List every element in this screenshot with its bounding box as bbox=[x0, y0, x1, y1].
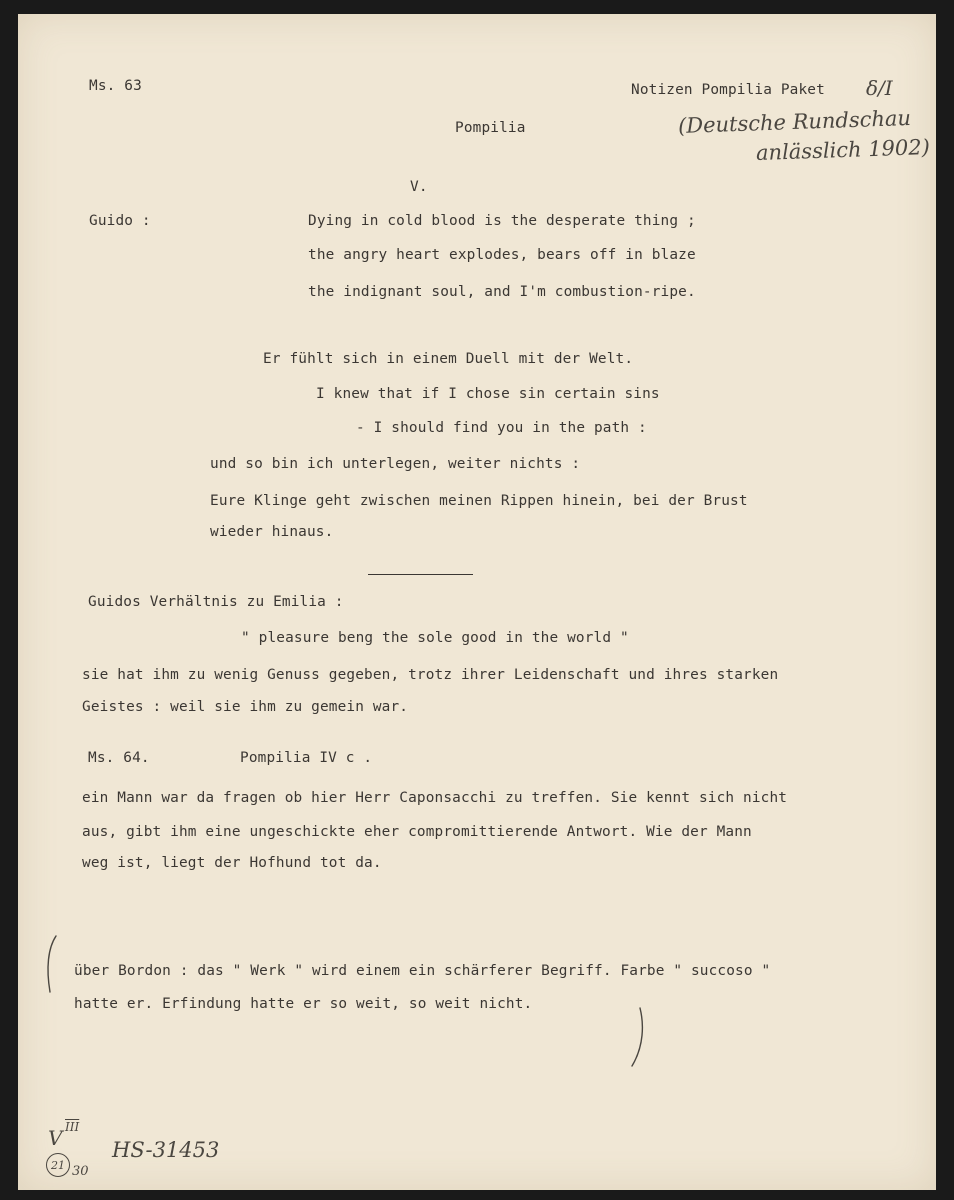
handwritten-note: (Deutsche Rundschau bbox=[677, 105, 912, 139]
quote-line: the indignant soul, and I'm combustion-ripe. bbox=[308, 284, 696, 300]
section-heading: Pompilia IV c . bbox=[240, 750, 373, 766]
quote-line: " pleasure beng the sole good in the world " bbox=[241, 630, 629, 646]
header-title-right: Notizen Pompilia Paket bbox=[631, 82, 825, 98]
text-line: Eure Klinge geht zwischen meinen Rippen hinein, bei der Brust bbox=[210, 493, 748, 509]
text-line: weg ist, liegt der Hofhund tot da. bbox=[82, 855, 382, 871]
section-number: V. bbox=[410, 179, 428, 195]
speaker-label: Guido : bbox=[89, 213, 151, 229]
quote-line: Dying in cold blood is the desperate thing ; bbox=[308, 213, 696, 229]
text-line: Er fühlt sich in einem Duell mit der Welt. bbox=[263, 351, 634, 367]
page-title: Pompilia bbox=[455, 120, 526, 136]
text-line: Geistes : weil sie ihm zu gemein war. bbox=[82, 699, 409, 715]
text-line: I knew that if I chose sin certain sins bbox=[316, 386, 660, 402]
text-line: - I should find you in the path : bbox=[356, 420, 647, 436]
quote-line: the angry heart explodes, bears off in blaze bbox=[308, 247, 696, 263]
text-line: sie hat ihm zu wenig Genuss gegeben, trotz ihrer Leidenschaft und ihres starken bbox=[82, 667, 779, 683]
circled-number bbox=[46, 1153, 70, 1177]
text-line: über Bordon : das " Werk " wird einem ein schärferer Begriff. Farbe " succoso " bbox=[74, 963, 771, 979]
text-line: aus, gibt ihm eine ungeschickte eher compromittierende Antwort. Wie der Mann bbox=[82, 824, 752, 840]
text-line: und so bin ich unterlegen, weiter nichts : bbox=[210, 456, 581, 472]
handwritten-mark: δ/I bbox=[866, 76, 893, 100]
archive-roman: V bbox=[48, 1126, 63, 1150]
section-divider bbox=[368, 574, 473, 575]
circled-number-text: 21 bbox=[51, 1158, 65, 1172]
text-line: ein Mann war da fragen ob hier Herr Caponsacchi zu treffen. Sie kennt sich nicht bbox=[82, 790, 788, 806]
handwritten-bracket bbox=[42, 934, 62, 998]
archive-sub: 30 bbox=[72, 1164, 89, 1179]
text-line: wieder hinaus. bbox=[210, 524, 334, 540]
text-line: hatte er. Erfindung hatte er so weit, so weit nicht. bbox=[74, 996, 533, 1012]
ms-label: Ms. 64. bbox=[88, 750, 150, 766]
shelfmark: HS-31453 bbox=[112, 1138, 220, 1162]
ms-label: Ms. 63 bbox=[89, 78, 142, 94]
section-heading: Guidos Verhältnis zu Emilia : bbox=[88, 594, 344, 610]
handwritten-note: anlässlich 1902) bbox=[755, 134, 931, 166]
document-page bbox=[18, 14, 936, 1190]
handwritten-bracket bbox=[624, 1004, 648, 1070]
archive-roman-sup: $\overline{III}$ bbox=[65, 1120, 80, 1134]
